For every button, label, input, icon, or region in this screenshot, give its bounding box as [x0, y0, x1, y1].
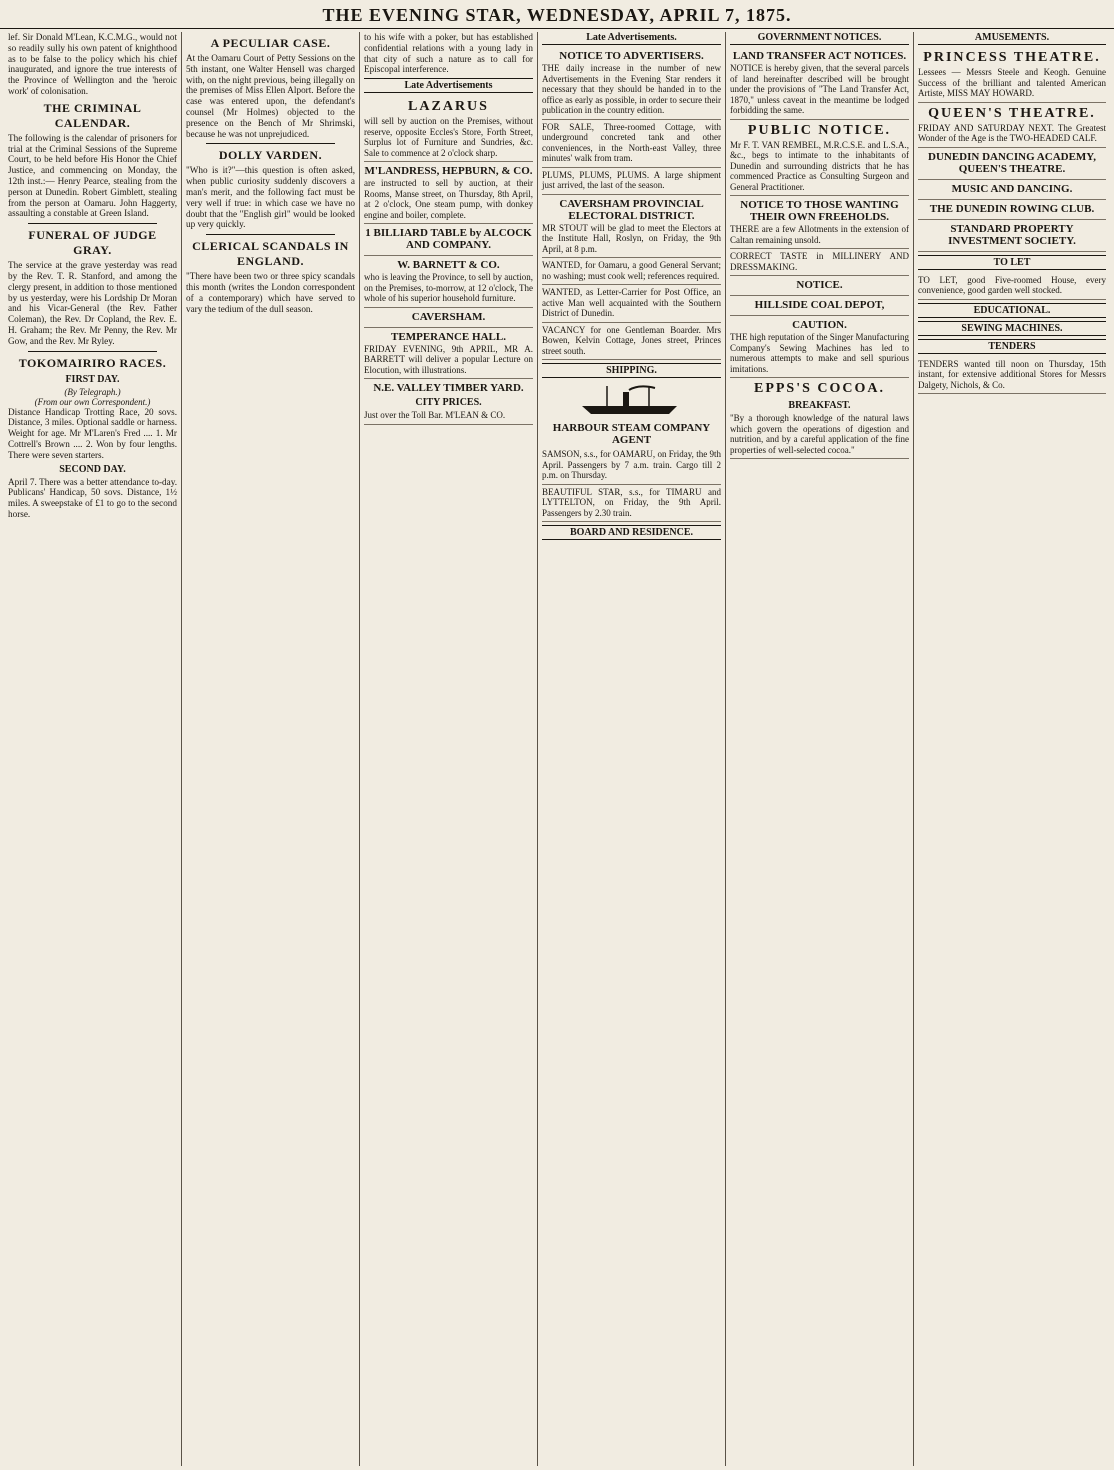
advertisement [918, 103, 1106, 148]
advertisement [542, 47, 721, 120]
ad-title: CAUTION. [792, 319, 847, 331]
ad-title: STANDARD PROPERTY INVESTMENT SOCIETY. [948, 222, 1076, 247]
advertisement [918, 273, 1106, 300]
advertisement [918, 180, 1106, 200]
ad-title: M'LANDRESS, HEPBURN, & CO. [364, 165, 533, 178]
advertisement [364, 256, 533, 308]
ad-text: Mr F. T. VAN REMBEL, M.R.C.S.E. and L.S.A., &c., begs to intimate to the inhabitants of Dunedin and surrounding districts that he has commenced Practice as Consulting Surgeon and General Practitioner. [730, 139, 909, 192]
ad-text: VACANCY for one Gentleman Boarder. Mrs Bowen, Kelvin Cottage, Jones street, Princes street south. [542, 324, 721, 356]
ad-title: PRINCESS THEATRE. [923, 50, 1101, 65]
article-text: to his wife with a poker, but has established confidential relations with a young lady in that city of such a nature as to call for Episcopal interference. [364, 32, 533, 75]
column-4 [538, 32, 726, 1466]
ad-title: DUNEDIN DANCING ACADEMY, QUEEN'S THEATRE. [928, 150, 1096, 175]
advertisement [364, 379, 533, 425]
advertisement [918, 200, 1106, 220]
ad-text: PLUMS, PLUMS, PLUMS. A large shipment just arrived, the last of the season. [542, 169, 721, 190]
ad-title: TEMPERANCE HALL. [391, 330, 506, 343]
advertisement [542, 168, 721, 195]
late-ads-heading: Late Advertisements [364, 78, 533, 93]
ad-text: FRIDAY AND SATURDAY NEXT. The Greatest Wonder of the Age is the TWO-HEADED CALF. [918, 122, 1106, 143]
columns [4, 32, 1110, 1466]
ad-title: PUBLIC NOTICE. [747, 122, 892, 138]
ad-title: CAVERSHAM. [411, 310, 486, 323]
funeral-text: The service at the grave yesterday was read by the Rev. T. R. Stanford, and among the clergy present, in addition to those mentioned by us yesterday, were his Lordship Dr Moran and his Vicar-General (the Rev. Father Coleman), the Rev. Dr Copland, the Rev. E. H. Graham; the Rev. Mr Penny, the Rev. Mr Gow, and the Rev. Mr Ryley. [8, 260, 177, 346]
to-let-heading: TO LET [918, 255, 1106, 270]
criminal-text: The following is the calendar of prisoners for trial at the Criminal Sessions of the Supreme Court, to be held before His Honor the Chief Justice, and commencing on Monday, the 12th inst.:— Henry Pearce, stealing from the person at Dunedin. Robert Gimblett, stealing from the person at Oamaru. John Haggerty, assaulting a constable at Green Island. [8, 132, 177, 219]
ad-subtitle: CITY PRICES. [415, 397, 482, 409]
ad-title: LAND TRANSFER ACT NOTICES. [732, 50, 907, 62]
advertisement [730, 276, 909, 296]
ad-text: are instructed to sell by auction, at their Rooms, Manse street, on Thursday, 8th April, at 2 o'clock, One steam pump, with donkey engine and boiler, complete. [364, 178, 533, 220]
second-day-text: April 7. There was a better attendance to-day. Publicans' Handicap, 50 sovs. Distance, 1½ miles. A sweepstake of £1 to go to the second horse. [8, 476, 177, 519]
ad-title: W. BARNETT & CO. [397, 259, 500, 272]
ad-text: NOTICE is hereby given, that the several parcels of land hereinafter described will be brought under the provisions of "The Land Transfer Act, 1870," unless caveat in the meantime be lodged forbidding the same. [730, 63, 909, 115]
scandals-text: "There have been two or three spicy scandals this month (writes the London correspondent of a contemporary) which have served to vary the tedium of the dull season. [186, 271, 355, 314]
races-text: Distance Handicap Trotting Race, 20 sovs. Distance, 3 miles. Optional saddle or harness. Weight for age. Mr M'Laren's Fred .... 1. Mr Cottrell's Brown .... 2. Won by four lengths. There were seven starters. [8, 406, 177, 460]
educational-heading: EDUCATIONAL. [918, 303, 1106, 318]
ad-text: FOR SALE, Three-roomed Cottage, with underground concreted tank and other conveniences, in the North-east Valley, three minutes' walk from tram. [542, 121, 721, 163]
ad-text: "By a thorough knowledge of the natural laws which govern the operations of digestion and nutrition, and by a careful application of the fine properties of well-selected cocoa." [730, 413, 909, 455]
ad-title: NOTICE TO ADVERTISERS. [559, 50, 704, 62]
advertisement [542, 195, 721, 259]
advertisement [918, 357, 1106, 395]
column-3 [360, 32, 538, 1466]
advertisement [364, 162, 533, 224]
ad-text: TO LET, good Five-roomed House, every convenience, good garden well stocked. [918, 274, 1106, 295]
column-heading: Late Advertisements. [542, 32, 721, 45]
races-byline: (By Telegraph.) [64, 386, 121, 397]
advertisement [730, 316, 909, 378]
divider [28, 223, 157, 224]
tenders-heading: TENDERS [918, 339, 1106, 354]
board-heading: BOARD AND RESIDENCE. [542, 525, 721, 540]
ad-text: THE daily increase in the number of new Advertisements in the Evening Star renders it necessary that they should be handed in to the office as early as possible, in order to secure their publication in the country edition. [542, 63, 721, 115]
races-heading: TOKOMAIRIRO RACES. [18, 355, 167, 370]
funeral-heading: FUNERAL OF JUDGE GRAY. [28, 228, 157, 258]
ad-text: Just over the Toll Bar. M'LEAN & CO. [364, 410, 506, 421]
article-text: lef. Sir Donald M'Lean, K.C.M.G., would not so readily sully his own patent of knighthood as to be false to the policy which his chief inaugurated, and ignore the true interests of the Province of Wellington and the 'heroic work' of colonisation. [8, 32, 177, 96]
column-6 [914, 32, 1110, 1466]
advertisement [364, 308, 533, 328]
ad-title: N.E. VALLEY TIMBER YARD. [373, 382, 524, 395]
ad-text: TENDERS wanted till noon on Thursday, 15th instant, for extensive additional Stores for Messrs Dalgety, Nichols, & Co. [918, 358, 1106, 390]
advertisement [918, 220, 1106, 252]
case-heading: A PECULIAR CASE. [210, 36, 331, 50]
ad-text: WANTED, as Letter-Carrier for Post Office, an active Man well acquainted with the Southern District of Dunedin. [542, 287, 721, 318]
advertisement [730, 47, 909, 120]
ad-title: LAZARUS [408, 99, 489, 115]
ad-text: BEAUTIFUL STAR, s.s., for TIMARU and LYTTELTON, on Friday, the 9th April. Passengers by 2.30 train. [542, 486, 721, 518]
shipping-heading: SHIPPING. [542, 363, 721, 378]
second-day-heading: SECOND DAY. [59, 463, 126, 475]
advertisement [542, 258, 721, 285]
ad-text: who is leaving the Province, to sell by auction, on the Premises, to-morrow, at 12 o'clock, The whole of his superior household furniture. [364, 272, 533, 304]
ad-title: QUEEN'S THEATRE. [928, 105, 1096, 121]
advertisement [364, 224, 533, 256]
column-heading: GOVERNMENT NOTICES. [730, 32, 909, 45]
advertisement [730, 120, 909, 197]
ad-text: will sell by auction on the Premises, without reserve, opposite Eccles's Store, Forth Street, Surplus lot of Furniture and Sundries, &c. Sale to commence at 2 o'clock sharp. [364, 116, 533, 158]
ad-title: NOTICE TO THOSE WANTING THEIR OWN FREEHOLDS. [740, 199, 899, 223]
advertisement [730, 249, 909, 276]
advertisement [364, 328, 533, 380]
ad-text: SAMSON, s.s., for OAMARU, on Friday, the 9th April. Passengers by 7 a.m. train. Cargo till 2 p.m. on Thursday. [542, 449, 721, 480]
ad-title: CAVERSHAM PROVINCIAL ELECTORAL DISTRICT. [559, 197, 704, 222]
ad-text: WANTED, for Oamaru, a good General Servant; no washing; must cook well; references required. [542, 260, 721, 281]
races-subheading: FIRST DAY. [65, 373, 120, 385]
ad-title: EPPS'S COCOA. [753, 381, 885, 396]
ad-title: THE DUNEDIN ROWING CLUB. [929, 202, 1095, 215]
divider [28, 351, 157, 352]
advertisement [542, 485, 721, 523]
ad-title: HILLSIDE COAL DEPOT, [754, 299, 885, 311]
advertisement [918, 47, 1106, 103]
ad-title: NOTICE. [796, 279, 843, 291]
advertisement [542, 285, 721, 323]
steamship-icon [577, 382, 687, 418]
advertisement [730, 378, 909, 459]
advertisement [542, 323, 721, 361]
ad-text: CORRECT TASTE in MILLINERY AND DRESSMAKING. [730, 251, 909, 272]
case-text: At the Oamaru Court of Petty Sessions on the 5th instant, one Walter Hensell was charged with, on the night previous, being illegally on the premises of Miss Ellen Alport. Before the case was entered upon, the defendant's counsel (Mr Holmes) objected to the presence on the Bench of Mr Shrimski, because he was not unprejudiced. [186, 53, 355, 139]
advertisement [918, 148, 1106, 180]
divider [206, 143, 335, 144]
ad-text: MR STOUT will be glad to meet the Electors at the Institute Hall, Roslyn, on Friday, the 9th April, at 8 p.m. [542, 222, 721, 254]
ad-title: 1 BILLIARD TABLE by ALCOCK AND COMPANY. [365, 227, 532, 252]
dolly-text: "Who is it?"—this question is often asked, when public curiosity suddenly discovers a man's merit, and the following fact must be very well if true: in which case we have no doubt that the "English girl" would be looked up very quickly. [186, 165, 355, 230]
ad-text: FRIDAY EVENING, 9th APRIL, MR A. BARRETT will deliver a popular Lecture on Elocution, with illustrations. [364, 343, 533, 375]
column-5 [726, 32, 914, 1466]
ad-subtitle: BREAKFAST. [788, 400, 851, 411]
masthead [0, 2, 1114, 29]
ad-text: THE high reputation of the Singer Manufacturing Company's Sewing Machines has led to numerous attempts to make and sell spurious imitations. [730, 332, 909, 374]
harbour-heading: HARBOUR STEAM COMPANY AGENT [552, 422, 711, 446]
column-2 [182, 32, 360, 1466]
criminal-heading: THE CRIMINAL CALENDAR. [43, 100, 142, 130]
sewing-heading: SEWING MACHINES. [918, 321, 1106, 336]
ad-text: Lessees — Messrs Steele and Keogh. Genuine Success of the brilliant and talented American Artiste, MISS MAY HOWARD. [918, 67, 1106, 98]
dolly-heading: DOLLY VARDEN. [218, 148, 323, 163]
advertisement [542, 447, 721, 485]
advertisement [542, 120, 721, 168]
races-correspondent: (From our own Correspondent.) [34, 396, 151, 407]
ad-title: MUSIC AND DANCING. [951, 182, 1073, 195]
column-heading: AMUSEMENTS. [918, 32, 1106, 45]
column-1 [4, 32, 182, 1466]
scandals-heading: CLERICAL SCANDALS IN ENGLAND. [192, 239, 349, 269]
advertisement [730, 296, 909, 316]
divider [206, 234, 335, 235]
ad-text: THERE are a few Allotments in the extension of Caltan remaining unsold. [730, 224, 909, 245]
advertisement [730, 196, 909, 249]
masthead-title: THE EVENING STAR, WEDNESDAY, APRIL 7, 1875. [322, 5, 792, 25]
advertisement [364, 96, 533, 162]
